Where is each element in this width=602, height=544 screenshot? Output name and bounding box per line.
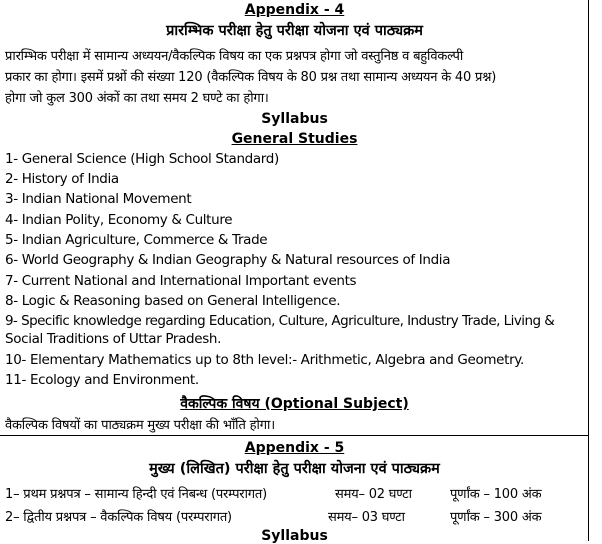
- appendix-5-title: Appendix - 5: [244, 440, 345, 456]
- general-studies-heading: General Studies: [231, 131, 358, 147]
- section-divider: [0, 435, 589, 436]
- appendix-4-title: Appendix - 4: [244, 2, 345, 18]
- syllabus-item: 8- Logic & Reasoning based on General Intelligence.: [5, 293, 341, 309]
- appendix-4-subtitle: प्रारम्भिक परीक्षा हेतु परीक्षा योजना एवं पाठ्यक्रम: [166, 23, 423, 39]
- optional-subject-heading: वैकल्पिक विषय (Optional Subject): [180, 396, 409, 412]
- syllabus-item: 10- Elementary Mathematics up to 8th level:- Arithmetic, Algebra and Geometry.: [5, 352, 524, 368]
- optional-subject-text: वैकल्पिक विषयों का पाठ्यक्रम मुख्य परीक्षा की भाँति होगा।: [5, 418, 275, 433]
- paper-2-time: समय– 03 घण्टा: [328, 510, 405, 525]
- paper-1-name: 1– प्रथम प्रश्नपत्र – सामान्य हिन्दी एवं निबन्ध (परम्परागत): [5, 487, 267, 502]
- syllabus-item: 1- General Science (High School Standard): [5, 151, 279, 167]
- syllabus-item: 4- Indian Polity, Economy & Culture: [5, 212, 233, 228]
- syllabus-item: 9- Specific knowledge regarding Education, Culture, Agriculture, Industry Trade, Living &: [5, 313, 555, 329]
- syllabus-item: 5- Indian Agriculture, Commerce & Trade: [5, 232, 268, 248]
- syllabus-item: 7- Current National and International Important events: [5, 273, 357, 289]
- paper-2-name: 2– द्वितीय प्रश्नपत्र – वैकल्पिक विषय (परम्परागत): [5, 510, 232, 525]
- intro-line-3: होगा जो कुल 300 अंकों का तथा समय 2 घण्टे का होगा।: [5, 91, 269, 106]
- paper-1-marks: पूर्णांक – 100 अंक: [450, 487, 542, 502]
- paper-1-time: समय– 02 घण्टा: [335, 487, 412, 502]
- syllabus-item: 3- Indian National Movement: [5, 191, 192, 207]
- syllabus-item: 2- History of India: [5, 171, 119, 187]
- intro-line-1: प्रारम्भिक परीक्षा में सामान्य अध्ययन/वैकल्पिक विषय का एक प्रश्नपत्र होगा जो वस्तुनिष्ठ व बहुविकल्पी: [5, 49, 464, 64]
- intro-line-2: प्रकार का होगा। इसमें प्रश्नों की संख्या 120 (वैकल्पिक विषय के 80 प्रश्न तथा सामान्य अध्ययन के 40 प्रश्न): [5, 70, 497, 85]
- syllabus-heading: Syllabus: [261, 111, 328, 127]
- appendix-5-syllabus-heading: Syllabus: [261, 528, 328, 544]
- paper-2-marks: पूर्णांक – 300 अंक: [450, 510, 542, 525]
- syllabus-item-continued: Social Traditions of Uttar Pradesh.: [5, 331, 222, 347]
- syllabus-item: 6- World Geography & Indian Geography & Natural resources of India: [5, 252, 451, 268]
- appendix-5-subtitle: मुख्य (लिखित) परीक्षा हेतु परीक्षा योजना एवं पाठ्यक्रम: [149, 461, 440, 477]
- syllabus-item: 11- Ecology and Environment.: [5, 372, 199, 388]
